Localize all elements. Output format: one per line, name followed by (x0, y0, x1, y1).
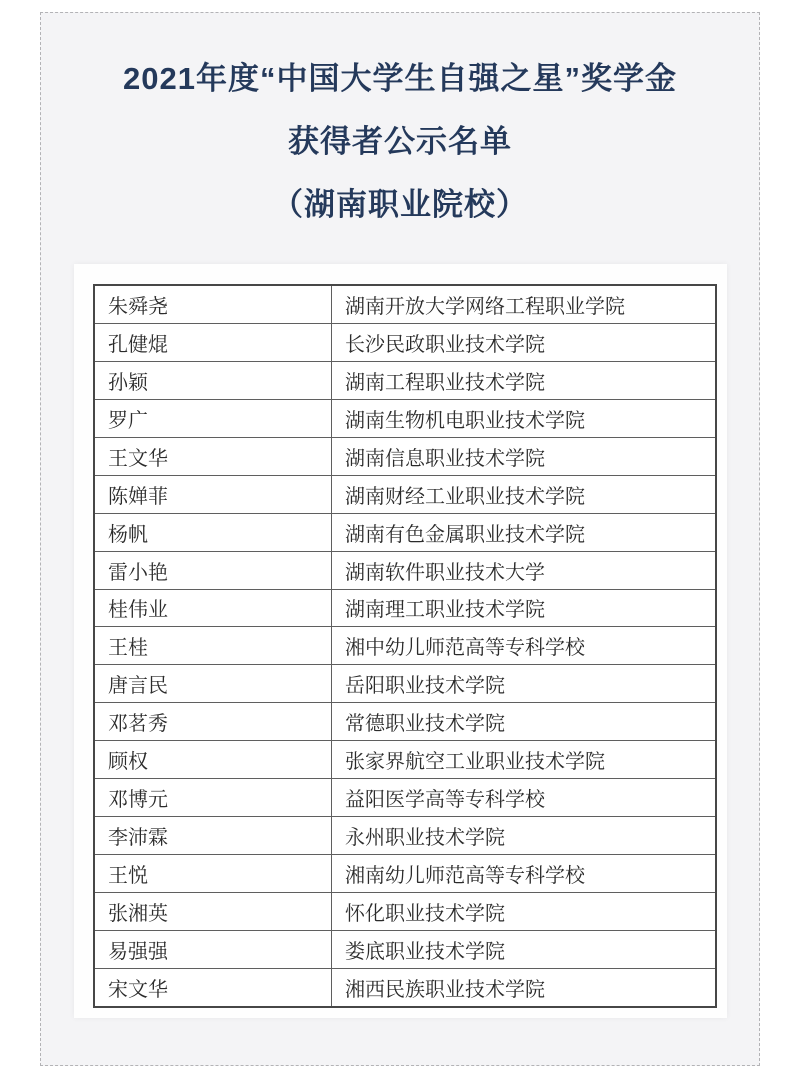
recipient-name-cell: 邓博元 (94, 779, 332, 817)
school-name-cell: 岳阳职业技术学院 (332, 665, 717, 703)
page-title-line-2: 获得者公示名单 (288, 124, 512, 159)
school-name-cell: 湖南开放大学网络工程职业学院 (332, 285, 717, 323)
recipient-name-cell: 唐言民 (94, 665, 332, 703)
table-row (94, 627, 716, 665)
table-row (94, 855, 716, 893)
announcement-card (40, 12, 760, 1066)
recipient-name-cell: 杨帆 (94, 513, 332, 551)
recipient-name-cell: 桂伟业 (94, 589, 332, 627)
recipient-name-cell: 雷小艳 (94, 551, 332, 589)
school-name-cell: 益阳医学高等专科学校 (332, 779, 717, 817)
table-row (94, 323, 716, 361)
table-row (94, 437, 716, 475)
recipient-name-cell: 王桂 (94, 627, 332, 665)
table-panel (74, 264, 727, 1018)
school-name-cell: 湘南幼儿师范高等专科学校 (332, 855, 717, 893)
school-name-cell: 湖南理工职业技术学院 (332, 589, 717, 627)
recipient-name-cell: 邓茗秀 (94, 703, 332, 741)
table-row (94, 930, 716, 968)
recipient-name-cell: 易强强 (94, 930, 332, 968)
table-row (94, 513, 716, 551)
recipient-name-cell: 朱舜尧 (94, 285, 332, 323)
school-name-cell: 长沙民政职业技术学院 (332, 323, 717, 361)
school-name-cell: 怀化职业技术学院 (332, 893, 717, 931)
table-row (94, 779, 716, 817)
table-row (94, 893, 716, 931)
recipient-name-cell: 罗广 (94, 399, 332, 437)
school-name-cell: 湘西民族职业技术学院 (332, 968, 717, 1007)
school-name-cell: 张家界航空工业职业技术学院 (332, 741, 717, 779)
school-name-cell: 常德职业技术学院 (332, 703, 717, 741)
school-name-cell: 湖南软件职业技术大学 (332, 551, 717, 589)
page-title-line-3: （湖南职业院校） (272, 187, 528, 222)
table-row (94, 968, 716, 1007)
table-row (94, 703, 716, 741)
table-row (94, 817, 716, 855)
page-title-line-1: 2021年度“中国大学生自强之星”奖学金 (123, 61, 677, 96)
recipient-name-cell: 孙颖 (94, 361, 332, 399)
table-row (94, 741, 716, 779)
table-row (94, 475, 716, 513)
school-name-cell: 湖南工程职业技术学院 (332, 361, 717, 399)
table-row (94, 589, 716, 627)
title-block (41, 47, 759, 236)
recipient-name-cell: 张湘英 (94, 893, 332, 931)
school-name-cell: 永州职业技术学院 (332, 817, 717, 855)
recipient-name-cell: 陈婵菲 (94, 475, 332, 513)
table-row (94, 285, 716, 323)
recipients-table (93, 284, 717, 1008)
school-name-cell: 湘中幼儿师范高等专科学校 (332, 627, 717, 665)
table-row (94, 551, 716, 589)
school-name-cell: 湖南有色金属职业技术学院 (332, 513, 717, 551)
table-row (94, 361, 716, 399)
table-row (94, 665, 716, 703)
recipient-name-cell: 顾权 (94, 741, 332, 779)
recipient-name-cell: 宋文华 (94, 968, 332, 1007)
school-name-cell: 娄底职业技术学院 (332, 930, 717, 968)
recipient-name-cell: 王悦 (94, 855, 332, 893)
recipients-table-body (94, 285, 716, 1007)
recipient-name-cell: 王文华 (94, 437, 332, 475)
recipient-name-cell: 孔健焜 (94, 323, 332, 361)
table-row (94, 399, 716, 437)
school-name-cell: 湖南财经工业职业技术学院 (332, 475, 717, 513)
school-name-cell: 湖南生物机电职业技术学院 (332, 399, 717, 437)
school-name-cell: 湖南信息职业技术学院 (332, 437, 717, 475)
recipient-name-cell: 李沛霖 (94, 817, 332, 855)
